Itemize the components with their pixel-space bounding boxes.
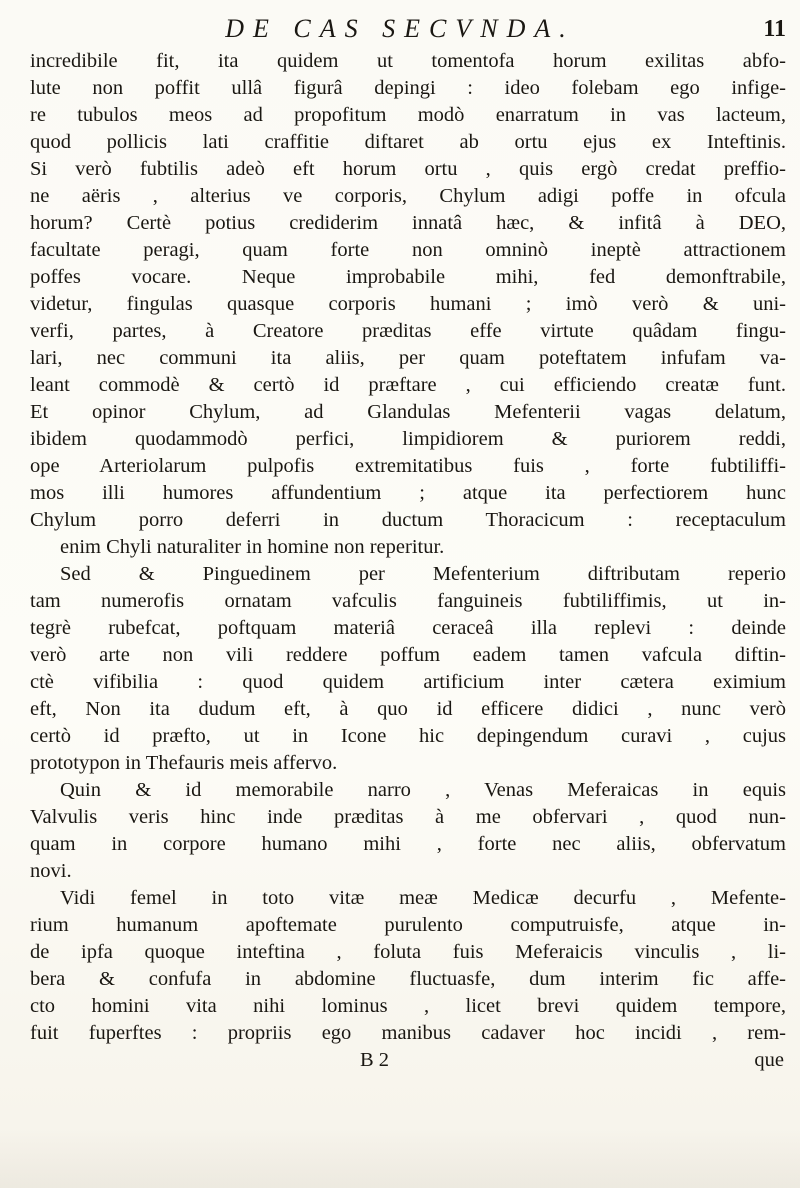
text-line: re tubulos meos ad propofitum modò enarratum in vas lacteum, (30, 104, 786, 126)
text-line: certò id præfto, ut in Icone hic depingendum curavi , cujus (30, 725, 786, 747)
text-line: horum? Certè potius crediderim innatâ hæc, & infitâ à DEO, (30, 212, 786, 234)
text-line: lute non poffit ullâ figurâ depingi : ideo folebam ego infige- (30, 77, 786, 99)
text-line: tegrè rubefcat, poftquam materiâ ceraceâ illa replevi : deinde (30, 617, 786, 639)
text-line: ctè vifibilia : quod quidem artificium inter cætera eximium (30, 671, 786, 693)
text-line: eft, Non ita dudum eft, à quo id efficere didici , nunc verò (30, 698, 786, 720)
text-line: rium humanum apoftemate purulento computruisfe, atque in- (30, 914, 786, 936)
text-line: mos illi humores affundentium ; atque ita perfectiorem hunc (30, 482, 786, 504)
text-line: de ipfa quoque inteftina , foluta fuis Meferaicis vinculis , li- (30, 941, 786, 963)
text-line: Chylum porro deferri in ductum Thoracicum : receptaculum (30, 509, 786, 531)
page-edge-shading (0, 1128, 800, 1188)
footer-line (30, 1047, 786, 1074)
text-line: novi. (30, 860, 72, 882)
signature-mark: B 2 (360, 1049, 390, 1071)
page-header (0, 8, 800, 48)
text-line: videtur, fingulas quasque corporis humani ; imò verò & uni- (30, 293, 786, 315)
text-line: Et opinor Chylum, ad Glandulas Mefenterii vagas delatum, (30, 401, 786, 423)
text-line: quam in corpore humano mihi , forte nec aliis, obfervatum (30, 833, 786, 855)
text-line: Valvulis veris hinc inde præditas à me obfervari , quod nun- (30, 806, 786, 828)
text-line: verfi, partes, à Creatore præditas effe virtute quâdam fingu- (30, 320, 786, 342)
text-line: facultate peragi, quam forte non omninò ineptè attractionem (30, 239, 786, 261)
text-line: tam numerofis ornatam vafculis fanguineis fubtiliffimis, ut in- (30, 590, 786, 612)
running-title: DE CAS SECVNDA. (225, 14, 575, 43)
text-line: ope Arteriolarum pulpofis extremitatibus fuis , forte fubtiliffi- (30, 455, 786, 477)
body-text (30, 48, 786, 1074)
text-line: leant commodè & certò id præftare , cui efficiendo creatæ funt. (30, 374, 786, 396)
text-line: ne aëris , alterius ve corporis, Chylum adigi poffe in ofcula (30, 185, 786, 207)
text-line: fuit fuperftes : propriis ego manibus cadaver hoc incidi , rem- (30, 1022, 786, 1044)
text-line: Si verò fubtilis adeò eft horum ortu , quis ergò credat preffio- (30, 158, 786, 180)
text-line: quod pollicis lati craffitie diftaret ab ortu ejus ex Inteftinis. (30, 131, 786, 153)
text-line: cto homini vita nihi lominus , licet brevi quidem tempore, (30, 995, 786, 1017)
catchword: que (754, 1049, 784, 1071)
text-line: incredibile fit, ita quidem ut tomentofa horum exilitas abfo- (30, 50, 786, 72)
paragraph-start-line: Quin & id memorabile narro , Venas Meferaicas in equis (60, 779, 786, 801)
text-line: bera & confufa in abdomine fluctuasfe, dum interim fic affe- (30, 968, 786, 990)
text-line: lari, nec communi ita aliis, per quam poteftatem infufam va- (30, 347, 786, 369)
text-line: ibidem quodammodò perfici, limpidiorem & puriorem reddi, (30, 428, 786, 450)
paragraph-start-line: Vidi femel in toto vitæ meæ Medicæ decurfu , Mefente- (60, 887, 786, 909)
text-line: poffes vocare. Neque improbabile mihi, fed demonftrabile, (30, 266, 786, 288)
text-line: verò arte non vili reddere poffum eadem tamen vafcula diftin- (30, 644, 786, 666)
text-line: enim Chyli naturaliter in homine non reperitur. (60, 536, 445, 558)
page-number: 11 (763, 16, 786, 42)
text-line: prototypon in Thefauris meis affervo. (30, 752, 338, 774)
paragraph-start-line: Sed & Pinguedinem per Mefenterium diftributam reperio (60, 563, 786, 585)
